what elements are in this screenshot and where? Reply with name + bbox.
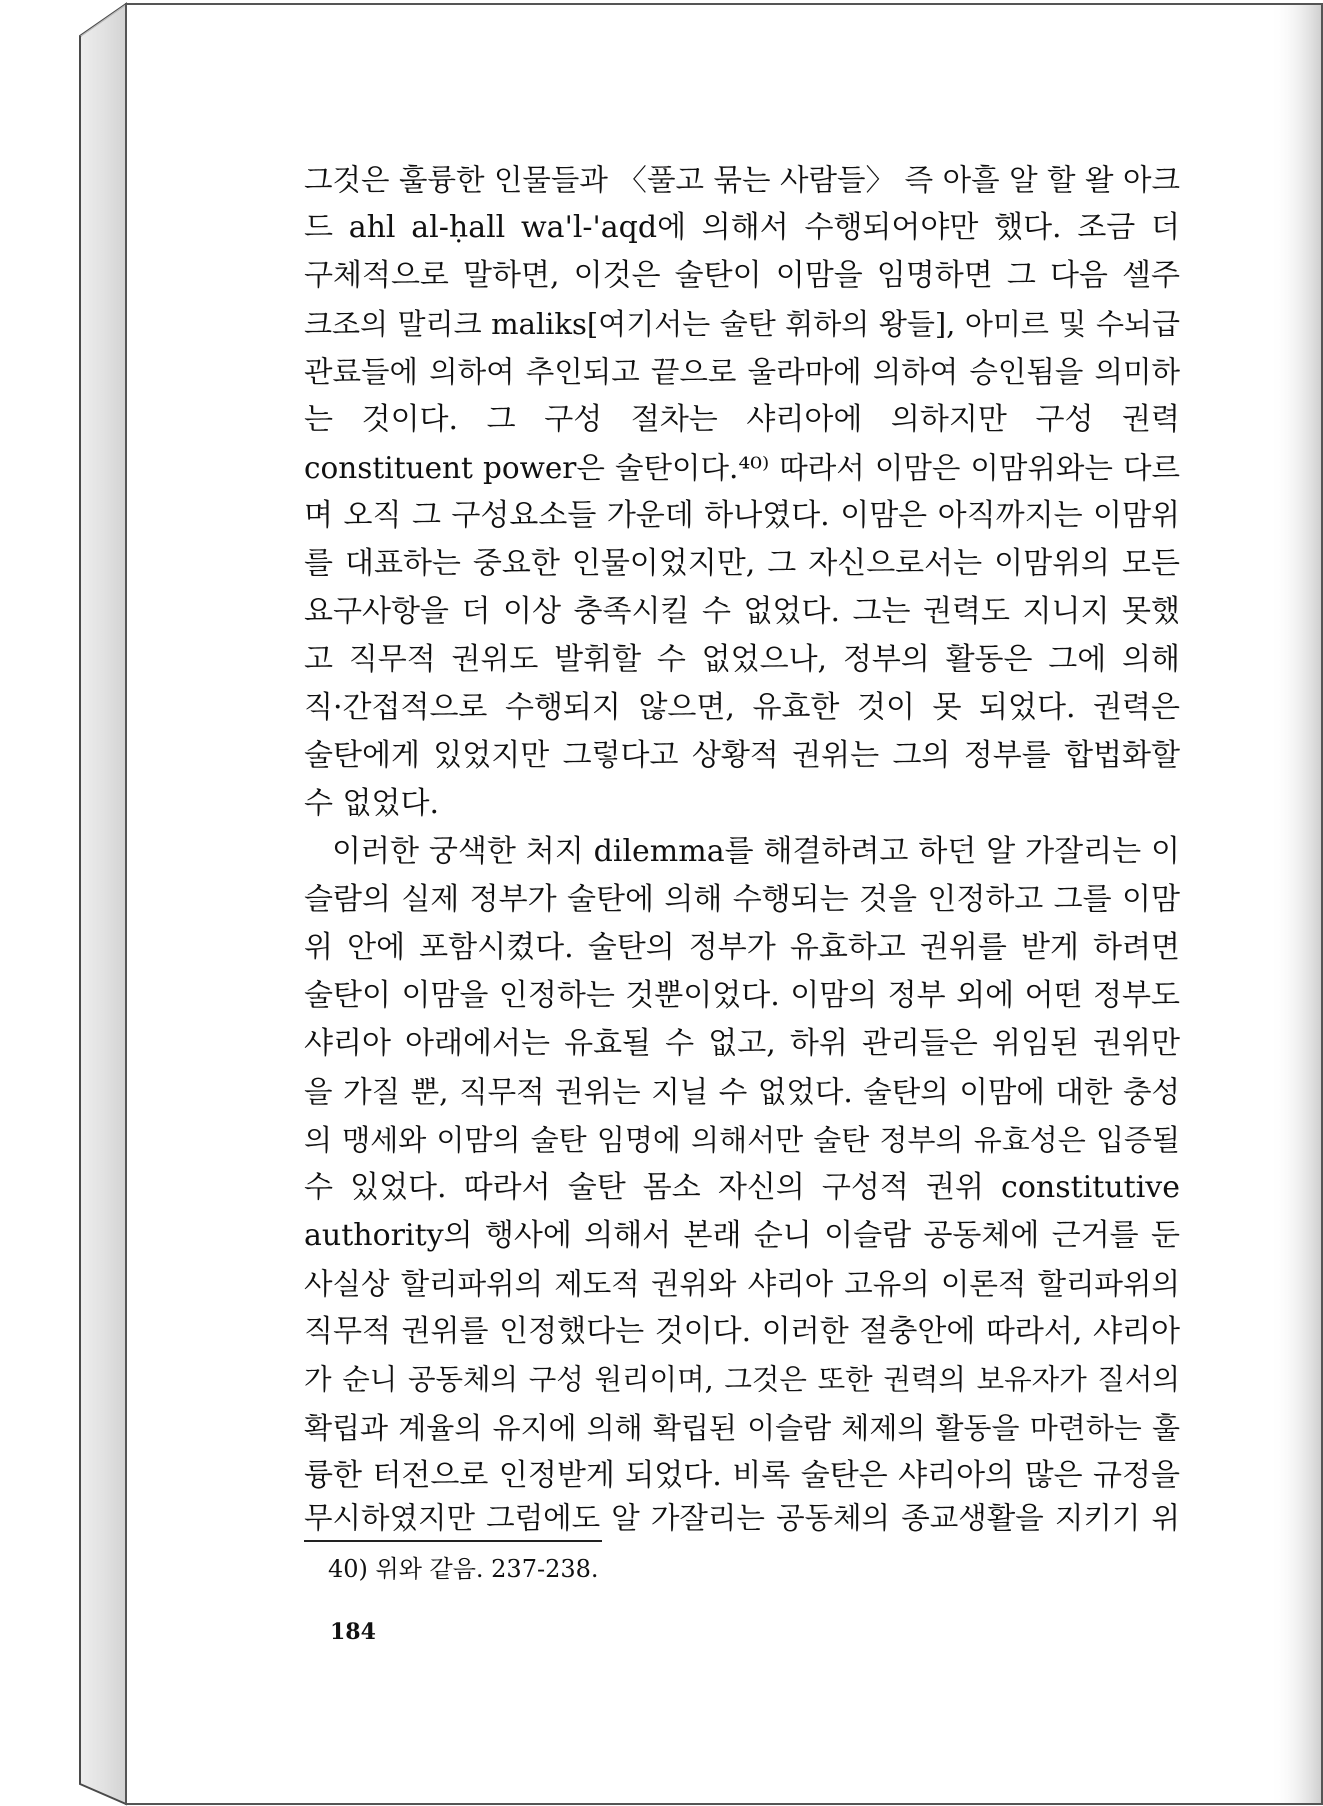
footnote: 40) 위와 같음. 237-238.: [328, 1555, 599, 1583]
text-line: 술탄에게 있었지만 그렇다고 상황적 권위는 그의 정부를 합법화할: [304, 738, 1180, 773]
text-line: 직·간접적으로 수행되지 않으면, 유효한 것이 못 되었다. 권력은: [304, 690, 1180, 725]
text-line: 륭한 터전으로 인정받게 되었다. 비록 술탄은 샤리아의 많은 규정을: [304, 1458, 1180, 1493]
text-line: 고 직무적 권위도 발휘할 수 없었으나, 정부의 활동은 그에 의해: [304, 642, 1180, 677]
text-line: 위 안에 포함시켰다. 술탄의 정부가 유효하고 권위를 받게 하려면: [304, 930, 1180, 965]
text-line: 수 없었다.: [304, 786, 439, 821]
text-line: 수 있었다. 따라서 술탄 몸소 자신의 구성적 권위 constitutive: [304, 1170, 1180, 1205]
page-number: 184: [330, 1619, 376, 1645]
text-line: 샤리아 아래에서는 유효될 수 없고, 하위 관리들은 위임된 권위만: [304, 1026, 1180, 1061]
text-line: 슬람의 실제 정부가 술탄에 의해 수행되는 것을 인정하고 그를 이맘: [304, 882, 1180, 917]
text-line: 의 맹세와 이맘의 술탄 임명에 의해서만 술탄 정부의 유효성은 입증될: [304, 1123, 1180, 1157]
text-line: 그것은 훌륭한 인물들과 〈풀고 묶는 사람들〉 즉 아흘 알 할 왈 아크: [304, 163, 1180, 197]
book-right-shadow: [1270, 5, 1321, 1803]
text-line: 사실상 할리파위의 제도적 권위와 샤리아 고유의 이론적 할리파위의: [304, 1267, 1180, 1301]
text-line: 관료들에 의하여 추인되고 끝으로 울라마에 의하여 승인됨을 의미하: [304, 355, 1180, 389]
text-line: 직무적 권위를 인정했다는 것이다. 이러한 절충안에 따라서, 샤리아: [304, 1314, 1180, 1349]
text-line: 구체적으로 말하면, 이것은 술탄이 이맘을 임명하면 그 다음 셀주: [304, 258, 1180, 293]
text-line: constituent power은 술탄이다.⁴⁰⁾ 따라서 이맘은 이맘위와는 다르: [304, 451, 1180, 485]
text-line: 을 가질 뿐, 직무적 권위는 지닐 수 없었다. 술탄의 이맘에 대한 충성: [304, 1075, 1180, 1109]
text-line: 무시하였지만 그럼에도 알 가잘리는 공동체의 종교생활을 지키기 위: [304, 1501, 1180, 1535]
text-line: 확립과 계율의 유지에 의해 확립된 이슬람 체제의 활동을 마련하는 훌: [304, 1411, 1180, 1445]
text-line: 크조의 말리크 maliks[여기서는 술탄 휘하의 왕들], 아미르 및 수뇌급: [304, 307, 1180, 341]
text-line: 요구사항을 더 이상 충족시킬 수 없었다. 그는 권력도 지니지 못했: [304, 594, 1180, 629]
book-spine-edge: [80, 4, 126, 1804]
text-line: 가 순니 공동체의 구성 원리이며, 그것은 또한 권력의 보유자가 질서의: [304, 1363, 1180, 1396]
text-line: authority의 행사에 의해서 본래 순니 이슬람 공동체에 근거를 둔: [304, 1218, 1180, 1253]
text-line: 술탄이 이맘을 인정하는 것뿐이었다. 이맘의 정부 외에 어떤 정부도: [304, 978, 1180, 1013]
text-line: 는 것이다. 그 구성 절차는 샤리아에 의하지만 구성 권력: [304, 402, 1180, 437]
text-line: 이러한 궁색한 처지 dilemma를 해결하려고 하던 알 가잘리는 이: [332, 834, 1180, 869]
footnote-divider: [304, 1540, 602, 1542]
text-line: 드 ahl al-ḥall wa'l-'aqd에 의해서 수행되어야만 했다. 조금 더: [304, 210, 1180, 245]
text-line: 를 대표하는 중요한 인물이었지만, 그 자신으로서는 이맘위의 모든: [304, 546, 1180, 581]
text-line: 며 오직 그 구성요소들 가운데 하나였다. 이맘은 아직까지는 이맘위: [304, 498, 1180, 533]
